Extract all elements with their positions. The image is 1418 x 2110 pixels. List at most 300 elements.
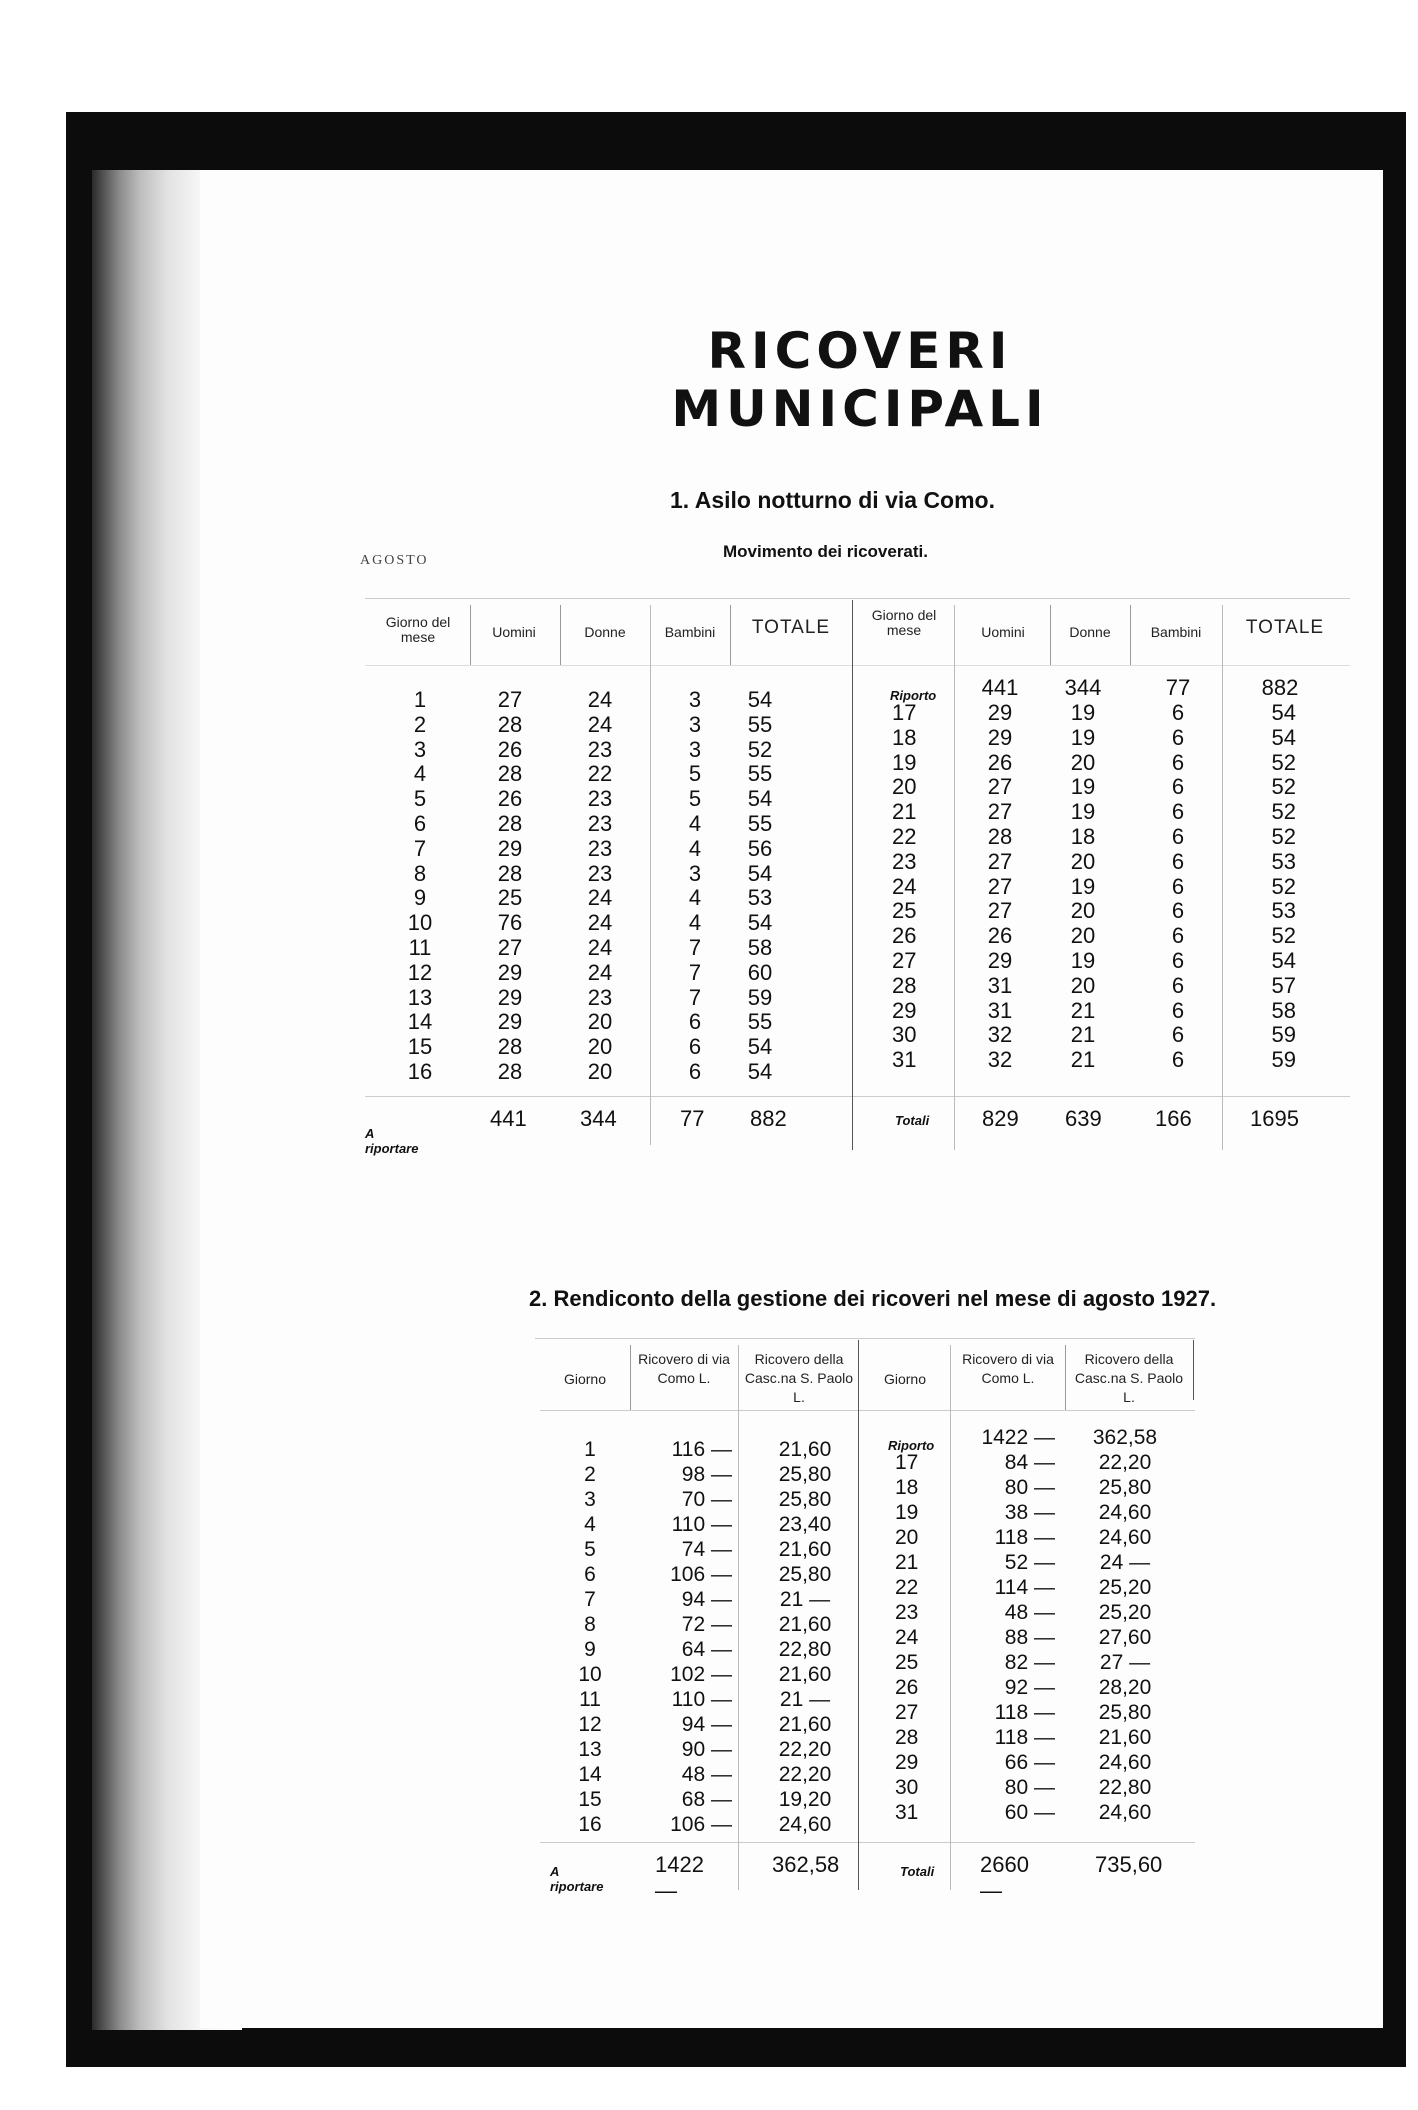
table-cell: 25,80 [778,1563,832,1586]
table-cell: 21,60 [778,1663,832,1686]
table-cell: 24 [895,1626,919,1649]
table-cell: 52 [1271,923,1296,949]
table-cell: 7 [688,934,702,960]
table-cell: 17 [895,1451,919,1474]
table-cell: 21 [892,799,917,825]
table-cell: 5 [584,1538,596,1561]
header-bambini-right: Bambini [1150,624,1202,640]
table-cell: 27 [892,947,917,973]
scan-border-bottom [66,2027,1406,2067]
table-cell: 27 [987,799,1013,825]
table-cell: 24 [587,711,613,737]
table-cell: 59 [747,984,773,1010]
table-cell: 20 [587,1058,613,1084]
table-cell: 31 [987,997,1013,1023]
footer-donne-right: 639 [1065,1106,1102,1131]
table-cell: 12 [578,1713,602,1736]
table-cell: 118 — [994,1726,1055,1749]
table-cell: 23 [587,810,613,836]
table-cell: 52 [1271,799,1296,825]
col-giorno-right [892,701,942,1073]
table-cell: 5 [413,786,427,812]
section1-heading: 1. Asilo notturno di via Como. [670,487,995,513]
table-cell: 29 [497,1009,523,1035]
table-cell: 48 — [1004,1601,1055,1624]
table-cell: 23 [587,984,613,1010]
col2-giorno-right [895,1450,945,1825]
table-cell: 98 — [681,1463,732,1486]
table-cell: 70 — [681,1488,732,1511]
table-cell: 52 [1271,749,1296,775]
footer2-paolo-left: 362,58 [772,1852,840,1877]
table-cell: 26 [895,1676,919,1699]
table-cell: 6 [1171,997,1185,1023]
table-cell: 27,60 [1098,1626,1152,1649]
table-cell: 110 — [671,1688,732,1711]
riporto2-label: Riporto [888,1438,935,1453]
table-cell: 32 [987,1022,1013,1048]
table-cell: 26 [497,736,523,762]
header-giorno-left: Giorno del mese [385,614,451,645]
table-cell: 25,80 [778,1488,832,1511]
table-cell: 3 [688,736,702,762]
table-cell: 29 [892,997,917,1023]
footer-bambini-left: 77 [680,1106,705,1131]
table-cell: 90 — [681,1738,732,1761]
table-cell: 52 [747,736,773,762]
table-cell: 24 [587,885,613,911]
table-cell: 20 [892,774,917,800]
header-uomini-left: Uomini [492,624,536,640]
table-cell: 53 [1271,848,1296,874]
table-cell: 2 [584,1463,596,1486]
table-cell: 20 [1070,898,1096,924]
table-cell: 22,20 [778,1738,832,1761]
table-cell: 116 — [671,1438,732,1461]
table-cell: 22,20 [778,1763,832,1786]
table-cell: 25 [895,1651,919,1674]
table-cell: 4 [688,810,702,836]
table-cell: 4 [584,1513,596,1536]
col-uomini-left [485,688,535,1085]
table-cell: 31 [892,1047,917,1073]
table-cell: 7 [688,984,702,1010]
table-cell: 15 [407,1034,433,1060]
table-cell: 24 — [1099,1551,1151,1574]
table-cell: 14 [578,1763,602,1786]
table-cell: 24,60 [1098,1751,1152,1774]
table-cell: 54 [1271,724,1296,750]
table-cell: 25,80 [1098,1476,1152,1499]
table-cell: 21,60 [1098,1726,1152,1749]
col-totale-left [735,688,785,1085]
table-cell: 20 [587,1009,613,1035]
table-cell: 80 — [1004,1776,1055,1799]
table-cell: 54 [1271,947,1296,973]
table-cell: 3 [688,860,702,886]
table-cell: 20 [587,1034,613,1060]
table-cell: 52 [1271,823,1296,849]
table-cell: 29 [497,959,523,985]
table-cell: 55 [747,1009,773,1035]
footer-uomini-right: 829 [982,1106,1019,1131]
table-cell: 17 [892,700,917,725]
table-cell: 28 [895,1726,919,1749]
table-cell: 54 [1271,700,1296,725]
table-cell: 6 [688,1034,702,1060]
footer-totale-left: 882 [750,1106,787,1131]
table-cell: 3 [688,711,702,737]
table-cell: 27 [497,934,523,960]
footer-donne-left: 344 [580,1106,617,1131]
table-cell: 22 [895,1576,919,1599]
table-cell: 10 [407,910,433,936]
table-cell: 6 [1171,1047,1185,1073]
table-cell: 11 [579,1688,601,1711]
table-cell: 60 — [1004,1801,1055,1824]
table-cell: 22 [892,823,917,849]
table-cell: 26 [987,749,1013,775]
riporto-uomini: 441 [981,675,1019,700]
riporto-donne: 344 [1064,675,1102,700]
section1-subheading: Movimento dei ricoverati. [723,542,928,561]
col2-como-right [955,1450,1055,1825]
header-giorno-right: Giorno del mese [871,607,937,638]
table-cell: 6 [1171,700,1185,725]
table-cell: 6 [584,1563,596,1586]
header2-paolo-right: Ricovero della Casc.na S. Paolo L. [1074,1351,1184,1405]
table-cell: 19 [1070,947,1096,973]
table-cell: 29 [987,724,1013,750]
table-cell: 2 [413,711,427,737]
table-cell: 28 [497,711,523,737]
header2-como-left: Ricovero di via Como L. [638,1351,730,1386]
footer2-como-left: 1422 — [655,1852,704,1903]
table-cell: 3 [584,1488,596,1511]
table-cell: 54 [747,786,773,812]
table-cell: 7 [584,1588,596,1611]
table-cell: 22,80 [778,1638,832,1661]
table-cell: 48 — [681,1763,732,1786]
table-cell: 9 [584,1638,596,1661]
table-cell: 22,20 [1098,1451,1152,1474]
table-cell: 16 [578,1813,602,1836]
table-cell: 9 [413,885,427,911]
table-cell: 21,60 [778,1713,832,1736]
table-cell: 76 [497,910,523,936]
table-cell: 6 [1171,898,1185,924]
table-cell: 26 [892,923,917,949]
table-cell: 19 [1070,724,1096,750]
table-cell: 68 — [681,1788,732,1811]
col-giorno-left [395,688,445,1085]
table-cell: 20 [1070,972,1096,998]
table-cell: 94 — [681,1713,732,1736]
table-cell: 29 [497,984,523,1010]
table-cell: 19 [895,1501,919,1524]
table-cell: 26 [987,923,1013,949]
footer-uomini-left: 441 [490,1106,527,1131]
table-cell: 27 [895,1701,919,1724]
header2-giorno-left: Giorno [563,1371,607,1387]
table-cell: 24 [892,873,917,899]
footer-label-right: Totali [895,1113,930,1128]
table-cell: 32 [987,1047,1013,1073]
table-cell: 19 [892,749,917,775]
table-cell: 7 [413,835,427,861]
table-cell: 6 [1171,848,1185,874]
table-cell: 22 [587,761,613,787]
table-cell: 6 [1171,799,1185,825]
table-cell: 53 [747,885,773,911]
table-cell: 28 [497,761,523,787]
table-cell: 24,60 [778,1813,832,1836]
col2-giorno-left [560,1437,620,1837]
table-cell: 14 [407,1009,433,1035]
table-cell: 55 [747,761,773,787]
table-cell: 29 [987,947,1013,973]
table-cell: 74 — [681,1538,732,1561]
table-cell: 6 [688,1009,702,1035]
table-cell: 23 [895,1601,919,1624]
table-cell: 6 [1171,923,1185,949]
riporto2-paolo: 362,58 [1092,1426,1158,1449]
table-cell: 4 [688,885,702,911]
footer-label-left: A riportare [365,1126,419,1156]
table-cell: 110 — [671,1513,732,1536]
table-cell: 28,20 [1098,1676,1152,1699]
table-cell: 21 [1070,1022,1096,1048]
table-cell: 25 [892,898,917,924]
table-cell: 6 [1171,947,1185,973]
table-cell: 88 — [1004,1626,1055,1649]
table-cell: 21 — [779,1688,831,1711]
table-cell: 7 [688,959,702,985]
table-cell: 12 [407,959,433,985]
col2-como-left [640,1437,732,1837]
table-cell: 23 [892,848,917,874]
table-cell: 59 [1271,1047,1296,1073]
table-cell: 18 [895,1476,919,1499]
table-cell: 24 [587,687,613,712]
table-cell: 13 [578,1738,602,1761]
col2-paolo-right [1085,1450,1165,1825]
page-title: RICOVERI MUNICIPALI [671,322,1049,438]
table-cell: 6 [1171,873,1185,899]
riporto-label-right: Riporto [890,688,937,703]
table-cell: 118 — [994,1701,1055,1724]
month-label: AGOSTO [360,553,429,568]
footer2-label-right: Totali [900,1864,935,1879]
table-cell: 15 [578,1788,602,1811]
table-cell: 54 [747,687,773,712]
footer2-como-right: 2660 — [980,1852,1029,1903]
table-cell: 6 [1171,749,1185,775]
table-cell: 30 [895,1776,919,1799]
table-cell: 55 [747,810,773,836]
table-cell: 8 [413,860,427,886]
footer2-label-left: A riportare [550,1864,604,1894]
scan-border-top [66,112,1406,178]
table-cell: 19 [1070,873,1096,899]
table-cell: 23 [587,736,613,762]
scan-border-right [1383,112,1406,2067]
table-cell: 84 — [1004,1451,1055,1474]
table-cell: 31 [987,972,1013,998]
table-cell: 21 [895,1551,919,1574]
table-cell: 26 [497,786,523,812]
table-cell: 29 [497,835,523,861]
table-cell: 6 [1171,972,1185,998]
table-cell: 24,60 [1098,1526,1152,1549]
header-donne-right: Donne [1069,624,1111,640]
table-cell: 4 [688,835,702,861]
table-cell: 59 [1271,1022,1296,1048]
table-cell: 28 [497,860,523,886]
table-cell: 20 [1070,923,1096,949]
table-cell: 19 [1070,774,1096,800]
table-cell: 60 [747,959,773,985]
table-cell: 23 [587,835,613,861]
table-cell: 54 [747,1058,773,1084]
table-cell: 19 [1070,799,1096,825]
table-cell: 56 [747,835,773,861]
header2-giorno-right: Giorno [883,1371,927,1387]
table-cell: 25,80 [1098,1701,1152,1724]
table-cell: 28 [892,972,917,998]
table-cell: 28 [497,1034,523,1060]
table-cell: 72 — [681,1613,732,1636]
table-cell: 24 [587,959,613,985]
table-cell: 6 [413,810,427,836]
table-cell: 24 [587,910,613,936]
table-cell: 58 [747,934,773,960]
table-cell: 27 [987,898,1013,924]
table-cell: 52 [1271,873,1296,899]
table-cell: 64 — [681,1638,732,1661]
table-cell: 80 — [1004,1476,1055,1499]
col-donne-left [575,688,625,1085]
header2-paolo-left: Ricovero della Casc.na S. Paolo L. [744,1351,854,1405]
table-cell: 66 — [1004,1751,1055,1774]
table-cell: 21 — [779,1588,831,1611]
header-totale-right: TOTALE [1245,617,1325,638]
table-cell: 25 [497,885,523,911]
scan-border-left [66,112,92,2067]
table-cell: 6 [688,1058,702,1084]
table-cell: 94 — [681,1588,732,1611]
table-cell: 21 [1070,997,1096,1023]
table-cell: 25,20 [1098,1576,1152,1599]
riporto2-como: 1422 — [981,1426,1055,1449]
table-cell: 4 [688,910,702,936]
col-donne-right [1058,701,1108,1073]
table-cell: 22,80 [1098,1776,1152,1799]
col-bambini-left [670,688,720,1085]
section2-heading: 2. Rendiconto della gestione dei ricoveri nel mese di agosto 1927. [529,1286,1217,1311]
table-cell: 18 [892,724,917,750]
table-cell: 18 [1070,823,1096,849]
table-cell: 6 [1171,724,1185,750]
table-cell: 55 [747,711,773,737]
table-cell: 19 [1070,700,1096,725]
table-cell: 23 [587,860,613,886]
table-cell: 28 [497,1058,523,1084]
table-cell: 118 — [994,1526,1055,1549]
table-cell: 19,20 [778,1788,832,1811]
table-cell: 20 [1070,848,1096,874]
header2-como-right: Ricovero di via Como L. [962,1351,1054,1386]
table-cell: 54 [747,1034,773,1060]
table-cell: 25,80 [778,1463,832,1486]
table-cell: 102 — [670,1663,732,1686]
table-cell: 16 [407,1058,433,1084]
table-cell: 24,60 [1098,1501,1152,1524]
table-cell: 25,20 [1098,1601,1152,1624]
table-cell: 10 [578,1663,602,1686]
table-cell: 21 [1070,1047,1096,1073]
riporto-bambini: 77 [1165,675,1191,700]
col-totale-right [1240,701,1296,1073]
table-cell: 23,40 [778,1513,832,1536]
table-cell: 52 [1271,774,1296,800]
table-cell: 6 [1171,823,1185,849]
header-donne-left: Donne [584,624,626,640]
header-uomini-right: Uomini [981,624,1025,640]
footer-totale-right: 1695 [1250,1106,1299,1131]
table-cell: 11 [408,934,432,960]
col-bambini-right [1153,701,1203,1073]
table-cell: 3 [688,687,702,712]
header-bambini-left: Bambini [664,624,716,640]
table-cell: 20 [895,1526,919,1549]
table-cell: 31 [895,1801,919,1824]
table-cell: 27 [987,873,1013,899]
table-cell: 21,60 [778,1613,832,1636]
table-cell: 27 [987,848,1013,874]
footer-bambini-right: 166 [1155,1106,1192,1131]
table-cell: 27 [987,774,1013,800]
table-cell: 21,60 [778,1438,832,1461]
table-cell: 54 [747,910,773,936]
table-cell: 21,60 [778,1538,832,1561]
table-cell: 13 [407,984,433,1010]
table-cell: 1 [413,687,427,712]
table-cell: 29 [987,700,1013,725]
table-cell: 8 [584,1613,596,1636]
table-cell: 57 [1271,972,1296,998]
table-cell: 6 [1171,1022,1185,1048]
table-cell: 54 [747,860,773,886]
table-cell: 106 — [670,1563,732,1586]
table-cell: 1 [584,1438,596,1461]
table-cell: 82 — [1004,1651,1055,1674]
col-uomini-right [975,701,1025,1073]
table-cell: 92 — [1004,1676,1055,1699]
table-cell: 4 [413,761,427,787]
table-cell: 52 — [1004,1551,1055,1574]
table-cell: 23 [587,786,613,812]
table-cell: 6 [1171,774,1185,800]
footer2-paolo-right: 735,60 [1095,1852,1163,1877]
table-cell: 106 — [670,1813,732,1836]
table-cell: 3 [413,736,427,762]
table-cell: 20 [1070,749,1096,775]
table-cell: 28 [987,823,1013,849]
table-cell: 24,60 [1098,1801,1152,1824]
table-cell: 30 [892,1022,917,1048]
table-cell: 28 [497,810,523,836]
